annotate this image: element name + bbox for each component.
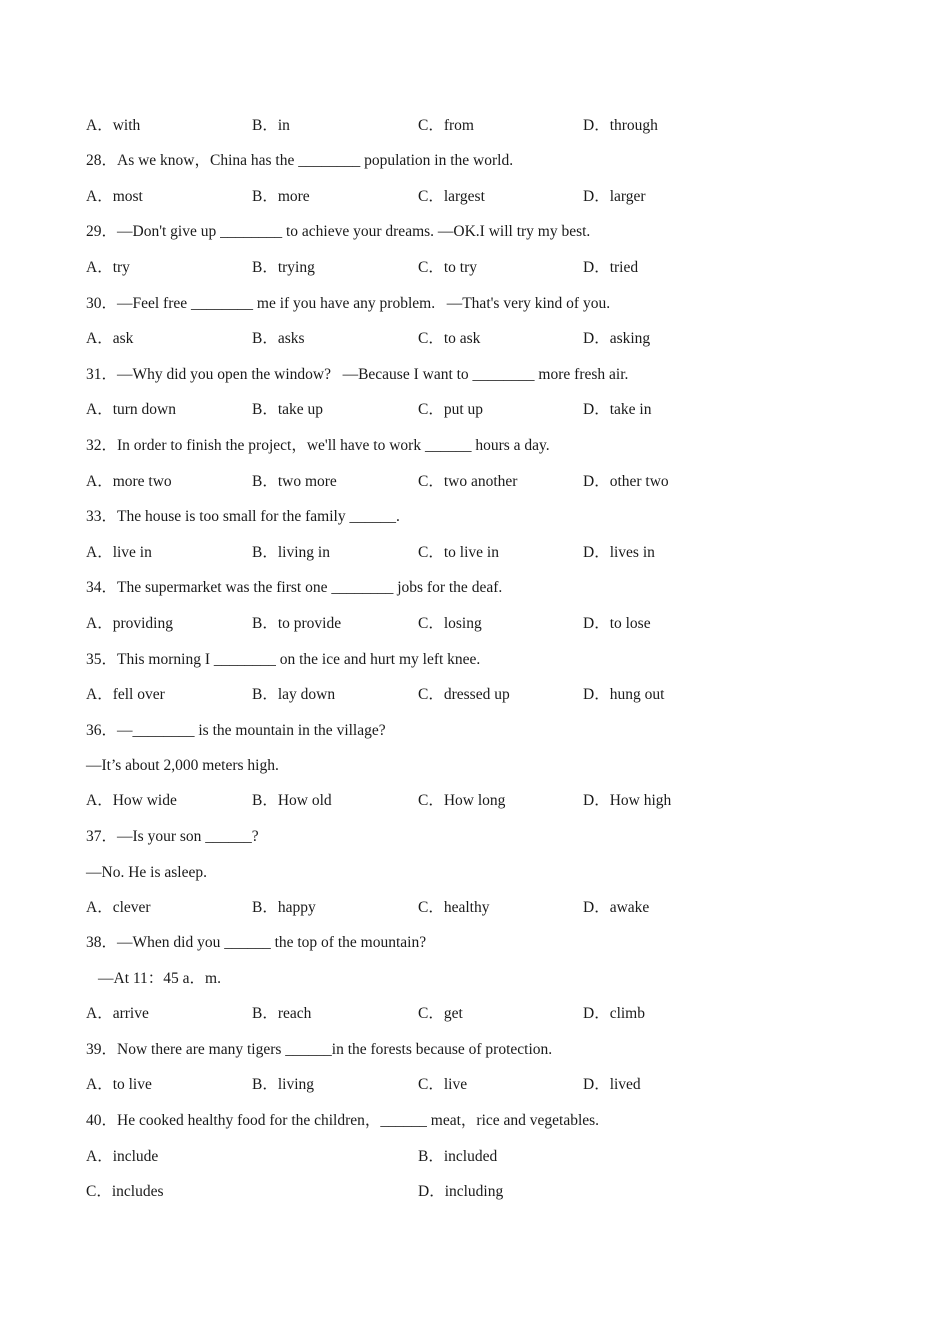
q32-option-d: D．other two [583,473,669,490]
q37-option-d: D．awake [583,899,650,916]
q28-option-b: B．more [252,188,310,205]
question-39-stem: 39．Now there are many tigers ______in the forests because of protection. [86,1041,553,1058]
q30-option-d: D．asking [583,330,651,347]
q39-option-a: A．to live [86,1076,152,1093]
q39-option-b: B．living [252,1076,315,1093]
q34-option-b: B．to provide [252,615,342,632]
q31-option-b: B．take up [252,401,324,418]
q37-option-b: B．happy [252,899,316,916]
question-40-stem: 40．He cooked healthy food for the children，______ meat，rice and vegetables. [86,1112,600,1129]
q40-option-a: A．include [86,1148,159,1165]
q35-option-d: D．hung out [583,686,665,703]
q30-option-a: A．ask [86,330,134,347]
q29-option-d: D．tried [583,259,639,276]
q28-option-d: D．larger [583,188,646,205]
q28-option-c: C．largest [418,188,485,205]
option-c: C．from [418,117,474,134]
q36-option-d: D．How high [583,792,672,809]
q33-option-d: D．lives in [583,544,655,561]
q28-option-a: A．most [86,188,143,205]
q37-option-c: C．healthy [418,899,490,916]
q29-option-c: C．to try [418,259,477,276]
q32-option-c: C．two another [418,473,518,490]
q36-option-a: A．How wide [86,792,177,809]
q30-option-b: B．asks [252,330,305,347]
q37-option-a: A．clever [86,899,151,916]
q32-option-b: B．two more [252,473,337,490]
q29-option-b: B．trying [252,259,315,276]
q38-option-d: D．climb [583,1005,645,1022]
q39-option-d: D．lived [583,1076,641,1093]
q36-option-b: B．How old [252,792,332,809]
question-29-stem: 29．—Don't give up ________ to achieve your dreams. —OK.I will try my best. [86,223,591,240]
q31-option-c: C．put up [418,401,484,418]
question-38-stem: 38．—When did you ______ the top of the mountain? [86,934,427,951]
question-37-reply: —No. He is asleep. [86,864,207,881]
q34-option-a: A．providing [86,615,173,632]
q34-option-c: C．losing [418,615,482,632]
q34-option-d: D．to lose [583,615,651,632]
q40-option-c: C．includes [86,1183,164,1200]
q40-option-b: B．included [418,1148,498,1165]
question-33-stem: 33．The house is too small for the family ______. [86,508,400,525]
q35-option-a: A．fell over [86,686,165,703]
question-31-stem: 31．—Why did you open the window? —Because I want to ________ more fresh air. [86,366,629,383]
q36-option-c: C．How long [418,792,506,809]
question-38-reply: —At 11：45 a．m. [98,970,221,987]
option-b: B．in [252,117,290,134]
q33-option-b: B．living in [252,544,330,561]
question-30-stem: 30．—Feel free ________ me if you have any problem. —That's very kind of you. [86,295,611,312]
q35-option-b: B．lay down [252,686,336,703]
q31-option-a: A．turn down [86,401,176,418]
option-a: A．with [86,117,141,134]
q40-option-d: D．including [418,1183,504,1200]
q33-option-a: A．live in [86,544,152,561]
q38-option-c: C．get [418,1005,463,1022]
q33-option-c: C．to live in [418,544,499,561]
q31-option-d: D．take in [583,401,652,418]
question-28-stem: 28．As we know，China has the ________ population in the world. [86,152,514,169]
q29-option-a: A．try [86,259,130,276]
question-32-stem: 32．In order to finish the project，we'll have to work ______ hours a day. [86,437,550,454]
q38-option-a: A．arrive [86,1005,149,1022]
question-36-reply: —It’s about 2,000 meters high. [86,757,279,774]
q35-option-c: C．dressed up [418,686,510,703]
q39-option-c: C．live [418,1076,468,1093]
q32-option-a: A．more two [86,473,172,490]
q30-option-c: C．to ask [418,330,481,347]
question-37-stem: 37．—Is your son ______? [86,828,259,845]
question-35-stem: 35．This morning I ________ on the ice and hurt my left knee. [86,651,481,668]
question-34-stem: 34．The supermarket was the first one ________ jobs for the deaf. [86,579,503,596]
question-36-stem: 36．—________ is the mountain in the village? [86,722,386,739]
q38-option-b: B．reach [252,1005,312,1022]
option-d: D．through [583,117,658,134]
